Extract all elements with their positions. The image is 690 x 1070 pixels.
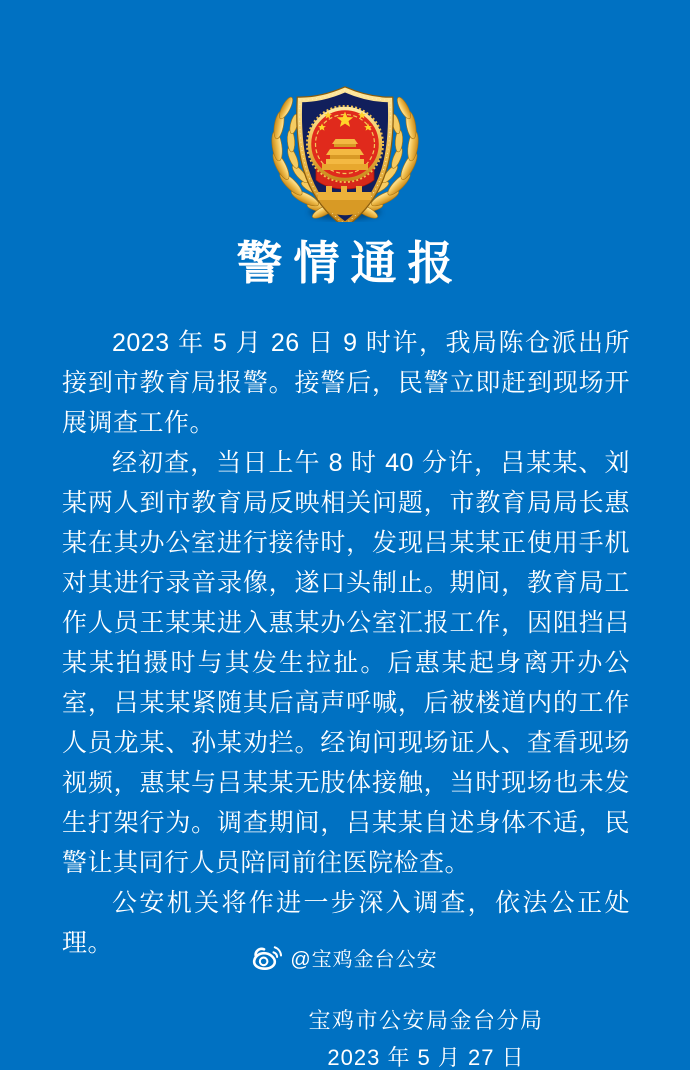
notice-paragraph-2: 经初查，当日上午 8 时 40 分许，吕某某、刘某两人到市教育局反映相关问题，市教育局局长惠某在其办公室进行接待时，发现吕某某正使用手机对其进行录音录像，遂口头制止。期间，教育局工作人员王某某进入惠某办公室汇报工作，因阻挡吕某某拍摄时与其发生拉扯。后惠某起身离开办公室，吕某某紧随其后高声呼喊，后被楼道内的工作人员龙某、孙某劝拦。经询问现场证人、查看现场视频，惠某与吕某某无肢体接触，当时现场也未发生打架行为。调查期间，吕某某自述身体不适，民警让其同行人员陪同前往医院检查。 xyxy=(62,449,630,877)
signature-block xyxy=(81,1009,690,1070)
weibo-watermark xyxy=(0,943,690,972)
issuing-authority: 宝鸡市公安局金台分局 xyxy=(308,1008,544,1033)
notice-title: 警情通报 xyxy=(236,237,465,289)
notice-body xyxy=(62,323,630,963)
police-badge-emblem xyxy=(260,60,430,227)
police-notice-poster xyxy=(0,60,690,1070)
issue-date: 2023 年 5 月 27 日 xyxy=(327,1045,525,1070)
police-badge-icon xyxy=(260,60,430,222)
weibo-account: @宝鸡金台公安 xyxy=(290,949,438,971)
notice-paragraph-3: 公安机关将作进一步深入调查，依法公正处理。 xyxy=(62,889,630,957)
notice-paragraph-1: 2023 年 5 月 26 日 9 时许，我局陈仓派出所接到市教育局报警。接警后，民警立即赶到现场开展调查工作。 xyxy=(62,329,630,437)
weibo-icon xyxy=(252,944,283,971)
page xyxy=(0,60,690,1070)
